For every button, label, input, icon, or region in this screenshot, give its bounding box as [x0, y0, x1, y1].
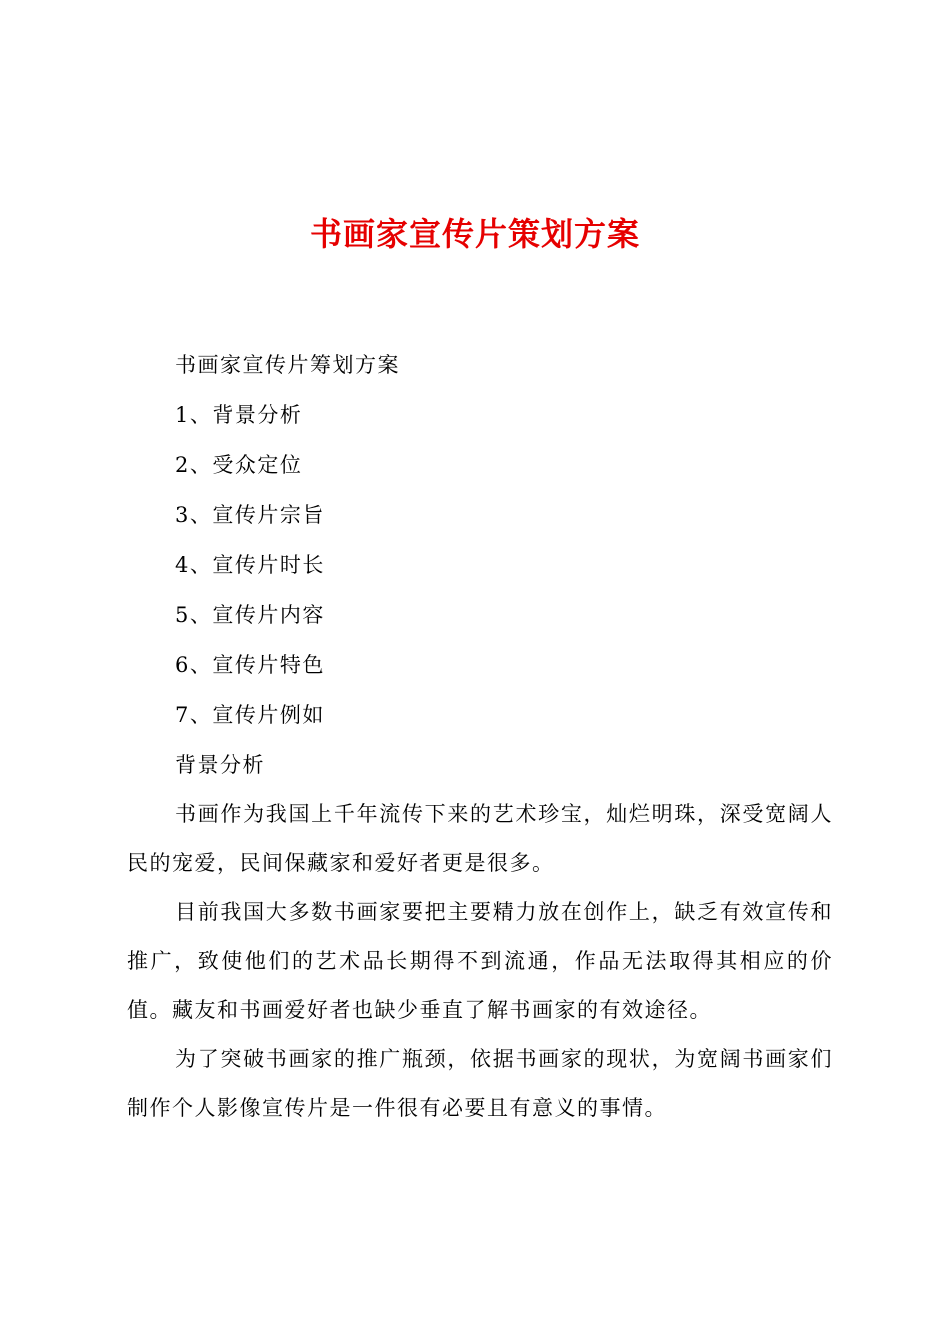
body-paragraph: 为了突破书画家的推广瓶颈，依据书画家的现状，为宽阔书画家们制作个人影像宣传片是一件很有必要且有意义的事情。 [127, 1047, 833, 1120]
outline-item: 7、宣传片例如 [175, 703, 325, 727]
body-paragraph: 目前我国大多数书画家要把主要精力放在创作上，缺乏有效宣传和推广，致使他们的艺术品长期得不到流通，作品无法取得其相应的价值。藏友和书画爱好者也缺少垂直了解书画家的有效途径。 [127, 900, 833, 1022]
body-paragraph: 书画作为我国上千年流传下来的艺术珍宝，灿烂明珠，深受宽阔人民的宠爱，民间保藏家和爱好者更是很多。 [127, 802, 833, 875]
outline-item: 2、受众定位 [175, 453, 303, 477]
outline-list [127, 390, 833, 740]
outline-item: 5、宣传片内容 [175, 603, 325, 627]
outline-item: 1、背景分析 [175, 403, 303, 427]
section-heading: 背景分析 [175, 753, 265, 777]
document-title: 书画家宣传片策划方案 [309, 215, 640, 253]
outline-item: 4、宣传片时长 [175, 553, 325, 577]
outline-item: 6、宣传片特色 [175, 653, 325, 677]
outline-item: 3、宣传片宗旨 [175, 503, 325, 527]
document-subtitle: 书画家宣传片筹划方案 [175, 353, 400, 377]
document-body [127, 340, 833, 1133]
